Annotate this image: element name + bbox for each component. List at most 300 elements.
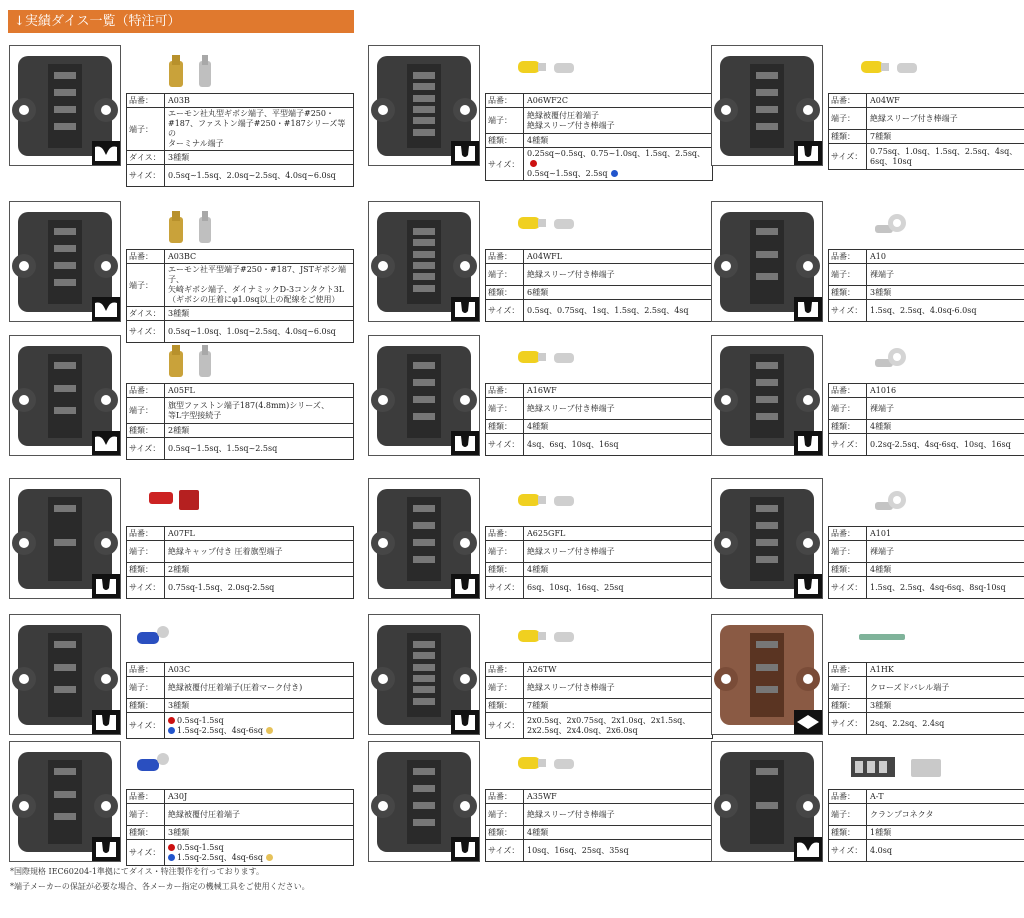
kinds-value: 7種類 — [870, 131, 892, 141]
size-row-text: 2x0.5sq、2x0.75sq、2x1.0sq、2x1.5sq、 — [527, 715, 691, 725]
kinds-label: ダイス： — [127, 151, 165, 164]
terminal-row-text: 絶縁スリーブ付き棒端子 — [527, 809, 615, 819]
terminal-row-value — [867, 108, 1024, 129]
terminal-row-label: 端子： — [127, 398, 165, 423]
die-cavity — [54, 664, 76, 671]
part-number: A625GFL — [527, 528, 566, 538]
die-cavity — [756, 522, 778, 529]
terminal-row-value — [165, 108, 353, 150]
die-cavity — [54, 89, 76, 96]
terminal-row-label: 端子： — [486, 264, 524, 285]
terminal-row-text: 絶縁被覆付圧着端子 — [168, 809, 240, 819]
size-row-text: 0.2sq-2.5sq、4sq-6sq、10sq、16sq — [870, 439, 1011, 449]
terminal-row-text: 絶縁スリーブ付き棒端子 — [527, 546, 615, 556]
crimp-profile-icon — [451, 574, 479, 598]
terminal-row-line — [527, 810, 709, 820]
die-mount-hole — [371, 388, 395, 412]
terminal-row-text: ターミナル端子 — [168, 139, 224, 148]
crimp-profile-icon — [451, 431, 479, 455]
kinds-row — [126, 424, 354, 438]
die-photo — [368, 335, 480, 456]
terminal-row-line — [870, 810, 1024, 820]
terminal-row-line — [870, 270, 1024, 280]
die-mount-hole — [371, 531, 395, 555]
die-card — [368, 741, 713, 862]
size-row-label: サイズ： — [829, 300, 867, 321]
spec-table — [485, 789, 713, 862]
size-row-line — [168, 444, 350, 454]
spec-table — [828, 789, 1024, 862]
part-number-row — [485, 662, 713, 677]
footnote-1: *国際規格 IEC60204-1準拠にてダイス・特注製作を行っております。 — [10, 867, 265, 876]
terminal-row-line — [168, 285, 350, 295]
part-number: A03C — [168, 664, 191, 674]
size-row — [828, 434, 1024, 456]
kinds-label: 種類： — [486, 134, 524, 147]
kinds-row — [126, 563, 354, 577]
terminal-row-value — [524, 541, 712, 562]
spec-table — [828, 662, 1024, 735]
die-mount-hole — [12, 98, 36, 122]
size-row-text: 2sq、2.2sq、2.4sq — [870, 718, 945, 728]
size-row-label: サイズ： — [486, 577, 524, 598]
size-row-value — [165, 713, 353, 738]
crimp-profile-icon — [92, 297, 120, 321]
die-cavity — [413, 273, 435, 280]
die-mount-hole — [94, 98, 118, 122]
part-number-row — [126, 789, 354, 804]
size-row-text: 0.75sq、1.0sq、1.5sq、2.5sq、4sq、 — [870, 146, 1018, 156]
die-cavity — [413, 413, 435, 420]
kinds-value: 1種類 — [870, 827, 892, 837]
kinds-label: 種類： — [127, 699, 165, 712]
size-row-line — [527, 726, 709, 736]
die-card — [9, 478, 354, 599]
size-row-line — [527, 583, 709, 593]
part-number: A1016 — [870, 385, 897, 395]
kinds-row — [828, 130, 1024, 144]
crimp-profile-icon — [451, 837, 479, 861]
size-row — [485, 577, 713, 599]
die-mount-hole — [714, 388, 738, 412]
size-row-text: 0.5sq、0.75sq、1sq、1.5sq、2.5sq、4sq — [527, 305, 689, 315]
terminal-row-text: 裸端子 — [870, 546, 894, 556]
size-row-text: 6sq、10sq、16sq、25sq — [527, 582, 624, 592]
crimp-profile-icon — [92, 431, 120, 455]
kinds-label: 種類： — [486, 420, 524, 433]
size-row-text: 0.5sq~1.5sq、2.0sq~2.5sq、4.0sq~6.0sq — [168, 170, 336, 180]
size-row-value — [524, 577, 712, 598]
die-cavity — [413, 379, 435, 386]
terminal-row-line — [527, 547, 709, 557]
terminal-image — [129, 207, 239, 247]
die-cavity — [413, 95, 435, 102]
terminal-image — [129, 620, 239, 660]
size-row-value — [867, 713, 1024, 734]
part-number-row — [126, 93, 354, 108]
die-cavity — [756, 379, 778, 386]
part-number-label: 品番： — [486, 527, 524, 540]
part-number-label: 品番： — [829, 663, 867, 676]
terminal-image — [488, 341, 598, 381]
die-card — [711, 45, 1024, 166]
part-number: A04WF — [870, 95, 900, 105]
die-mount-hole — [796, 254, 820, 278]
part-number-row — [485, 526, 713, 541]
part-number-label: 品番： — [829, 250, 867, 263]
terminal-row-label: 端子： — [127, 541, 165, 562]
die-mount-hole — [796, 794, 820, 818]
terminal-row-label: 端子： — [829, 677, 867, 698]
crimp-profile-icon — [451, 141, 479, 165]
crimp-profile-icon — [451, 710, 479, 734]
terminal-row — [828, 804, 1024, 826]
terminal-row-line — [527, 683, 709, 693]
terminal-row-label: 端子： — [127, 108, 165, 150]
terminal-row-label: 端子： — [127, 677, 165, 698]
terminal-row-line — [168, 109, 350, 119]
size-row-label: サイズ： — [486, 148, 524, 180]
size-row-text: 0.75sq-1.5sq、2.0sq-2.5sq — [168, 582, 275, 592]
part-number-row — [126, 249, 354, 264]
size-row-line — [870, 846, 1024, 856]
size-row — [126, 438, 354, 460]
part-number-label: 品番： — [486, 94, 524, 107]
terminal-row — [126, 541, 354, 563]
blue-dot-icon — [611, 170, 618, 177]
size-row-text: 1.5sq、2.5sq、4sq-6sq、8sq-10sq — [870, 582, 1006, 592]
die-cavity — [413, 698, 435, 705]
die-cavity — [54, 245, 76, 252]
die-card — [711, 335, 1024, 456]
size-row-value — [524, 434, 712, 455]
die-cavity — [413, 641, 435, 648]
die-cavity — [413, 239, 435, 246]
die-cavity — [756, 556, 778, 563]
die-mount-hole — [453, 531, 477, 555]
terminal-row — [126, 108, 354, 151]
die-mount-hole — [796, 98, 820, 122]
size-row-value — [165, 438, 353, 459]
terminal-row-line — [527, 111, 709, 121]
kinds-value: 2種類 — [168, 564, 190, 574]
part-number: A16WF — [527, 385, 557, 395]
part-number-row — [485, 383, 713, 398]
terminal-image — [488, 484, 598, 524]
die-mount-hole — [453, 388, 477, 412]
terminal-row-text: クランプコネクタ — [870, 809, 934, 819]
spec-table — [485, 383, 713, 456]
kinds-label: 種類： — [829, 420, 867, 433]
kinds-row — [828, 699, 1024, 713]
die-cavity — [413, 652, 435, 659]
die-cavity — [756, 106, 778, 113]
part-number-label: 品番： — [127, 663, 165, 676]
terminal-row-label: 端子： — [127, 804, 165, 825]
die-cavity — [756, 251, 778, 258]
terminal-row-text: 絶縁スリーブ付き棒端子 — [870, 113, 958, 123]
die-photo — [711, 45, 823, 166]
die-card — [368, 335, 713, 456]
kinds-label: 種類： — [829, 699, 867, 712]
crimp-profile-icon — [794, 710, 822, 734]
size-row-label: サイズ： — [127, 577, 165, 598]
die-cavity — [54, 407, 76, 414]
die-cavity — [413, 802, 435, 809]
crimp-profile-icon — [451, 297, 479, 321]
die-cavity — [413, 228, 435, 235]
spec-table — [126, 662, 354, 739]
die-mount-hole — [453, 667, 477, 691]
die-cavity — [413, 83, 435, 90]
terminal-row — [485, 398, 713, 420]
spec-table — [828, 383, 1024, 456]
part-number-row — [828, 789, 1024, 804]
terminal-row — [828, 398, 1024, 420]
crimp-profile-icon — [92, 710, 120, 734]
terminal-row-text: 絶縁被覆付圧着端子 — [527, 110, 599, 120]
kinds-value: 4種類 — [870, 564, 892, 574]
kinds-row — [485, 134, 713, 148]
terminal-row-line — [870, 114, 1024, 124]
terminal-row-label: 端子： — [486, 677, 524, 698]
size-row-value — [524, 148, 712, 180]
part-number-row — [126, 526, 354, 541]
kinds-value: 3種類 — [870, 287, 892, 297]
die-photo — [368, 741, 480, 862]
size-row-line — [870, 147, 1024, 157]
part-number: A03B — [168, 95, 190, 105]
kinds-value: 3種類 — [870, 700, 892, 710]
terminal-row-line — [168, 119, 350, 139]
die-mount-hole — [12, 794, 36, 818]
terminal-row-line — [168, 295, 350, 305]
die-cavity — [54, 768, 76, 775]
size-row-label: サイズ： — [829, 144, 867, 169]
terminal-row-text: 等L字型接続子 — [168, 410, 222, 420]
die-photo — [368, 45, 480, 166]
terminal-image — [129, 484, 239, 524]
terminal-row-value — [524, 398, 712, 419]
blue-dot-icon — [168, 854, 175, 861]
die-mount-hole — [12, 667, 36, 691]
size-row-label: サイズ： — [127, 840, 165, 865]
terminal-row-value — [165, 541, 353, 562]
crimp-profile-icon — [92, 837, 120, 861]
die-card — [9, 741, 354, 862]
die-photo — [9, 45, 121, 166]
die-card — [9, 201, 354, 336]
crimp-profile-icon — [794, 431, 822, 455]
red-dot-icon — [530, 160, 537, 167]
die-photo — [711, 741, 823, 862]
size-row — [485, 148, 713, 181]
terminal-row-text: 絶縁スリーブ付き棒端子 — [527, 403, 615, 413]
part-number-label: 品番： — [829, 94, 867, 107]
die-cavity — [413, 675, 435, 682]
terminal-row-line — [168, 411, 350, 421]
die-cavity — [413, 539, 435, 546]
die-cavity — [413, 556, 435, 563]
crimp-profile-icon — [92, 141, 120, 165]
die-photo — [9, 741, 121, 862]
die-photo — [368, 478, 480, 599]
size-row-label: サイズ： — [486, 713, 524, 738]
kinds-row — [485, 699, 713, 713]
die-cavity — [413, 72, 435, 79]
size-row — [126, 713, 354, 739]
die-card — [9, 45, 354, 180]
terminal-row-line — [870, 404, 1024, 414]
die-photo — [9, 335, 121, 456]
size-row-line — [870, 583, 1024, 593]
die-card — [711, 478, 1024, 599]
part-number-row — [828, 93, 1024, 108]
terminal-row — [828, 108, 1024, 130]
kinds-label: 種類： — [829, 826, 867, 839]
die-mount-hole — [796, 531, 820, 555]
terminal-row-line — [168, 810, 350, 820]
die-cavity — [54, 813, 76, 820]
die-cavity — [54, 72, 76, 79]
terminal-image — [488, 747, 598, 787]
size-row — [126, 165, 354, 187]
spec-table — [126, 526, 354, 599]
die-photo — [9, 614, 121, 735]
die-cavity — [756, 686, 778, 693]
terminal-row-label: 端子： — [829, 804, 867, 825]
terminal-row — [126, 398, 354, 424]
yellow-dot-icon — [266, 854, 273, 861]
kinds-row — [126, 826, 354, 840]
die-mount-hole — [12, 531, 36, 555]
footnote-2: *端子メーカーの保証が必要な場合、各メーカー指定の機械工具をご使用ください。 — [10, 882, 310, 891]
part-number-row — [126, 662, 354, 677]
terminal-row-label: 端子： — [127, 264, 165, 306]
terminal-image — [129, 747, 239, 787]
terminal-row-line — [168, 265, 350, 285]
size-row-value — [165, 840, 353, 865]
size-row-line — [870, 157, 1024, 167]
kinds-row — [828, 286, 1024, 300]
die-cavity — [413, 819, 435, 826]
terminal-row-label: 端子： — [486, 804, 524, 825]
kinds-value: 4種類 — [527, 827, 549, 837]
part-number: A05FL — [168, 385, 195, 395]
terminal-row-label: 端子： — [486, 108, 524, 133]
terminal-row-value — [867, 264, 1024, 285]
die-mount-hole — [94, 254, 118, 278]
terminal-row — [485, 264, 713, 286]
part-number-label: 品番： — [486, 663, 524, 676]
terminal-image — [488, 51, 598, 91]
spec-table — [485, 93, 713, 181]
die-cavity — [54, 641, 76, 648]
size-row-label: サイズ： — [486, 300, 524, 321]
size-row-text: 6sq、10sq — [870, 156, 912, 166]
size-row-value — [524, 300, 712, 321]
die-card — [9, 335, 354, 456]
size-row-value — [524, 840, 712, 861]
size-row-value — [867, 840, 1024, 861]
size-row-label: サイズ： — [829, 713, 867, 734]
size-row-value — [867, 434, 1024, 455]
terminal-row — [828, 264, 1024, 286]
size-row-text: 10sq、16sq、25sq、35sq — [527, 845, 629, 855]
part-number: A35WF — [527, 791, 557, 801]
terminal-row-line — [168, 683, 350, 693]
terminal-row — [126, 264, 354, 307]
die-cavity — [756, 72, 778, 79]
terminal-row-label: 端子： — [829, 541, 867, 562]
part-number: A03BC — [168, 251, 197, 261]
terminal-row-text: 旗型ファストン端子187(4.8mm)シリーズ、 — [168, 400, 330, 410]
die-mount-hole — [371, 254, 395, 278]
kinds-row — [126, 699, 354, 713]
terminal-row-text: 絶縁スリーブ付き棒端子 — [527, 120, 615, 130]
kinds-label: 種類： — [829, 563, 867, 576]
die-mount-hole — [12, 254, 36, 278]
terminal-row-label: 端子： — [829, 398, 867, 419]
part-number: A26TW — [527, 664, 557, 674]
terminal-row-line — [168, 547, 350, 557]
die-card — [368, 201, 713, 322]
kinds-value: 4種類 — [527, 421, 549, 431]
part-number-row — [485, 93, 713, 108]
die-cavity — [54, 686, 76, 693]
size-row-value — [867, 300, 1024, 321]
die-cavity — [756, 768, 778, 775]
die-cavity — [54, 279, 76, 286]
terminal-image — [129, 51, 239, 91]
kinds-row — [485, 420, 713, 434]
size-row — [828, 144, 1024, 170]
size-row-line — [168, 171, 350, 181]
part-number-label: 品番： — [127, 790, 165, 803]
size-row-line — [168, 726, 350, 736]
die-cavity — [54, 385, 76, 392]
die-cavity — [54, 505, 76, 512]
part-number-row — [485, 249, 713, 264]
red-dot-icon — [168, 844, 175, 851]
terminal-row-text: 裸端子 — [870, 403, 894, 413]
size-row-value — [524, 713, 712, 738]
die-cavity — [756, 802, 778, 809]
terminal-row-text: 絶縁スリーブ付き棒端子 — [527, 682, 615, 692]
size-row-text: 2x2.5sq、2x4.0sq、2x6.0sq — [527, 725, 638, 735]
terminal-row-text: #187、ファストン端子#250・#187シリーズ等の — [168, 119, 346, 138]
terminal-row — [828, 541, 1024, 563]
size-row-line — [168, 843, 350, 853]
die-mount-hole — [714, 254, 738, 278]
size-row-line — [870, 719, 1024, 729]
die-mount-hole — [796, 388, 820, 412]
size-row — [126, 840, 354, 866]
die-cavity — [413, 285, 435, 292]
die-cavity — [54, 228, 76, 235]
kinds-label: 種類： — [127, 563, 165, 576]
die-mount-hole — [453, 794, 477, 818]
terminal-row-value — [165, 804, 353, 825]
die-mount-hole — [714, 794, 738, 818]
size-row-text: 0.5sq-1.5sq — [177, 715, 224, 725]
size-row-line — [527, 716, 709, 726]
spec-table — [126, 249, 354, 343]
terminal-row-line — [870, 547, 1024, 557]
die-mount-hole — [714, 531, 738, 555]
size-row-text: 0.5sq~1.5sq、2.5sq — [527, 169, 608, 178]
part-number-label: 品番： — [127, 94, 165, 107]
